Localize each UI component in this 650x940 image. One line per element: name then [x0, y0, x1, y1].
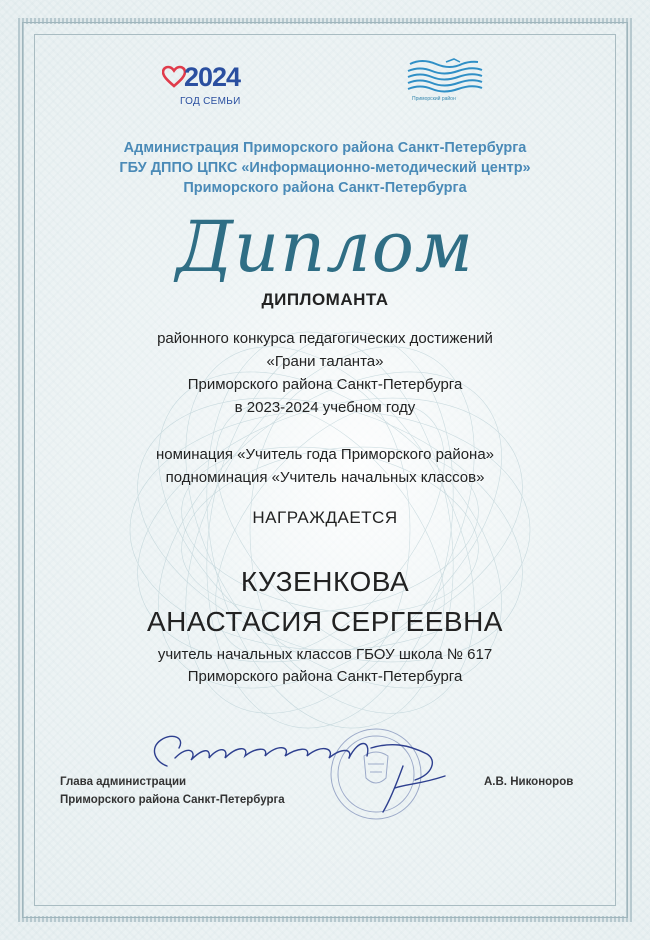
subnomination-line: подноминация «Учитель начальных классов» [165, 469, 485, 486]
signatory-title-line-1: Глава администрации [60, 776, 187, 788]
contest-line-1: районного конкурса педагогических достижений [157, 330, 493, 347]
diploma-title: Диплом [176, 206, 474, 288]
year-of-family-logo [162, 62, 262, 114]
recipient-position-line-1: учитель начальных классов ГБОУ школа № 617 [157, 646, 493, 663]
issuer-line-2: ГБУ ДППО ЦПКС «Информационно-методический центр» [119, 160, 531, 176]
signatory-name: А.В. Никоноров [484, 776, 574, 788]
contest-line-4: в 2023-2024 учебном году [234, 399, 416, 416]
signatory-title-line-2: Приморского района Санкт-Петербурга [60, 794, 285, 806]
issuer-line-1: Администрация Приморского района Санкт-Петербурга [123, 140, 527, 156]
district-logo [402, 56, 484, 102]
recipient-position-line-2: Приморского района Санкт-Петербурга [187, 668, 463, 685]
diploma-subtitle: ДИПЛОМАНТА [261, 290, 389, 309]
nomination-line: номинация «Учитель года Приморского района» [155, 446, 495, 463]
waves-icon [402, 56, 484, 96]
year-badge-caption: ГОД СЕМЬИ [180, 96, 241, 107]
district-logo-caption: Приморский район [412, 96, 456, 102]
recipient-surname: КУЗЕНКОВА [240, 566, 410, 597]
year-badge-number: 2024 [184, 62, 241, 92]
award-text: НАГРАЖДАЕТСЯ [252, 508, 398, 527]
contest-line-2: «Грани таланта» [266, 353, 384, 370]
heart-icon [162, 65, 186, 89]
issuer-line-3: Приморского района Санкт-Петербурга [183, 180, 467, 196]
recipient-given-names: АНАСТАСИЯ СЕРГЕЕВНА [147, 606, 503, 637]
contest-line-3: Приморского района Санкт-Петербурга [187, 376, 463, 393]
